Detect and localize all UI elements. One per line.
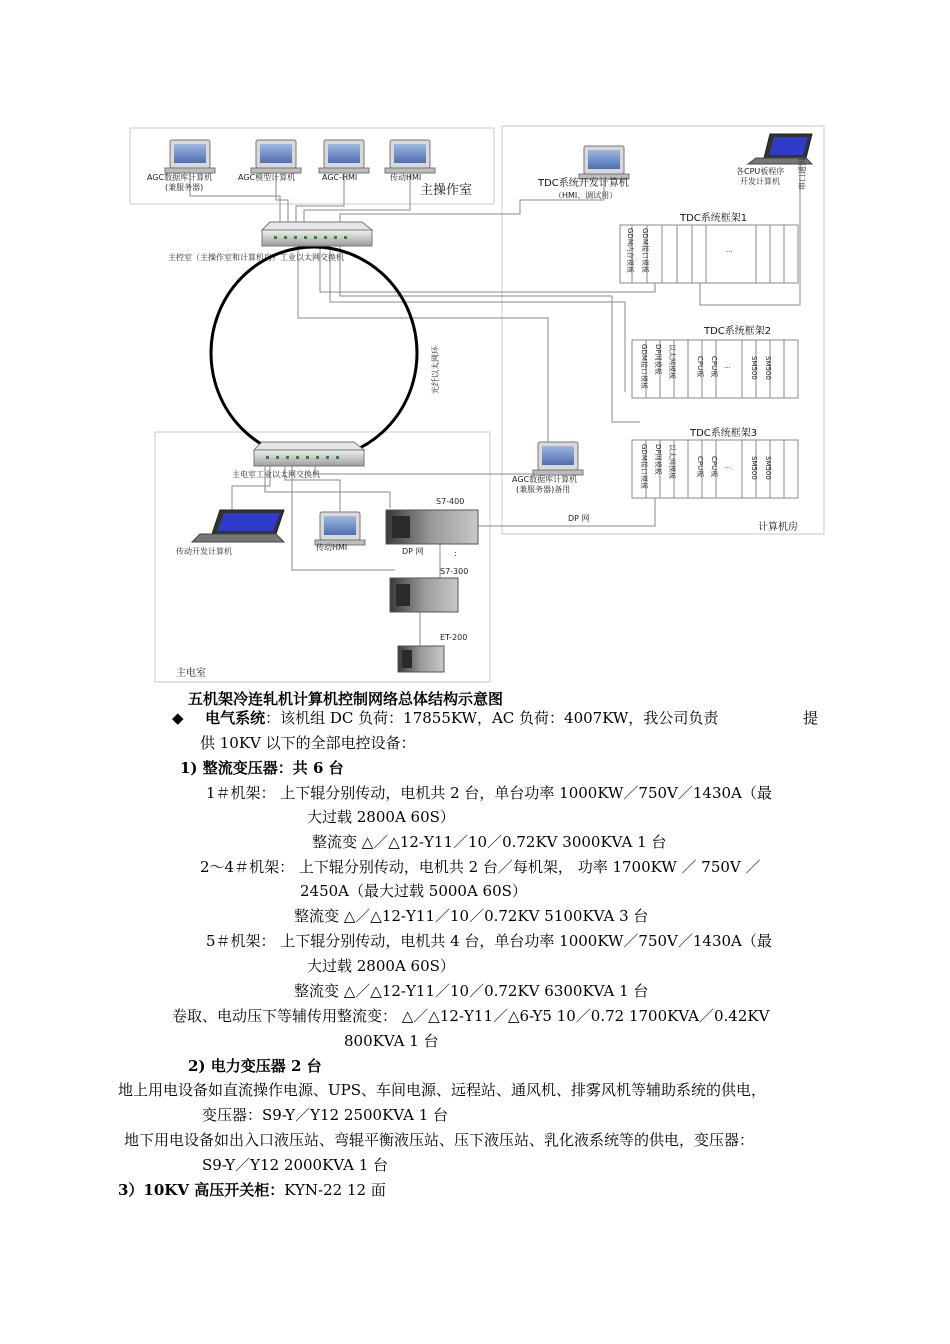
label-main-electric-room: 主电室	[176, 668, 206, 679]
section-3-title: 3）10KV 高压开关柜：	[118, 1181, 285, 1199]
board-cpu1-f2: CPU板	[696, 356, 704, 378]
s1-line-4: 2～4＃机架： 上下辊分别传动，电机共 2 台／每机架， 功率 1700KW ／ 750V ／	[200, 858, 761, 876]
board-cpu1-f3: CPU板	[696, 456, 704, 478]
label-tdc-frame-1: TDC系统框架1	[680, 213, 748, 224]
elec-line-2: 供 10KV 以下的全部电控设备：	[200, 734, 416, 752]
s2-line-1: 地上用电设备如直流操作电源、UPS、车间电源、远程站、通风机、排雾风机等辅助系统的供电，	[118, 1081, 767, 1099]
label-s7-400: S7-400	[436, 497, 465, 506]
board-cpu2-f2: CPU板	[710, 356, 718, 378]
plc-et-200	[398, 646, 444, 672]
pc-tdc-dev	[579, 146, 629, 179]
board-gdm-if-f1: GDM接口模板	[641, 228, 649, 273]
plc-s7-300	[390, 578, 458, 612]
label-tdc-frame-2: TDC系统框架2	[704, 326, 772, 337]
label-tdc-dev: TDC系统开发计算机	[538, 178, 629, 189]
label-switch-main-control: 主控室（主操作室和计算机房）工业以太网交换机	[168, 253, 344, 262]
board-sm2-f2: SM500	[764, 356, 772, 380]
label-agc-hmi: AGC-HMI	[322, 173, 358, 182]
pc-agc-model	[251, 140, 301, 173]
board-dp-f3: DP网模板	[654, 444, 662, 475]
frame1-ellipsis: ...	[726, 246, 733, 254]
board-eth-f2: 以太网模板	[668, 344, 676, 379]
diagram-caption: 五机架冷连轧机计算机控制网络总体结构示意图	[188, 690, 504, 708]
label-serial: 串口通讯	[798, 158, 807, 190]
s1-line-1: 1＃机架： 上下辊分别传动，电机共 2 台，单台功率 1000KW／750V／1430A（最	[206, 784, 772, 802]
board-sm1-f2: SM500	[750, 356, 758, 380]
switch-main-electric	[254, 442, 364, 466]
label-cpu-dev-2: 开发计算机	[740, 177, 780, 186]
label-plc-dots: :	[454, 549, 457, 558]
plc-s7-400	[386, 510, 478, 544]
laptop-drive-dev	[192, 510, 284, 542]
label-agc-backup-1: AGC数据库计算机	[512, 475, 578, 484]
elec-line-1	[172, 708, 718, 728]
board-sm2-f3: SM500	[764, 456, 772, 480]
s2-line-2: 变压器：S9-Y／Y12 2500KVA 1 台	[202, 1106, 449, 1124]
section-1-title: 1) 整流变压器：共 6 台	[180, 759, 344, 777]
s1-line-3: 整流变 △／△12-Y11／10／0.72KV 3000KVA 1 台	[312, 833, 667, 851]
pc-drive-hmi-top	[385, 140, 435, 173]
s1-line-7: 5＃机架： 上下辊分别传动，电机共 4 台，单台功率 1000KW／750V／1430A（最	[206, 932, 772, 950]
label-dp-net-left: DP 网	[402, 547, 424, 556]
label-main-op-room: 主操作室	[420, 183, 473, 198]
label-s7-300: S7-300	[440, 567, 469, 576]
section-2-title: 2) 电力变压器 2 台	[188, 1057, 322, 1075]
board-cpu2-f3: CPU板	[710, 456, 718, 478]
s1-line-9: 整流变 △／△12-Y11／10／0.72KV 6300KVA 1 台	[294, 982, 649, 1000]
label-tdc-frame-3: TDC系统框架3	[690, 428, 758, 439]
label-drive-hmi-bottom: 传动HMI	[316, 543, 348, 552]
fiber-ethernet-ring	[211, 247, 417, 459]
s1-line-11: 800KVA 1 台	[344, 1032, 439, 1050]
board-sm1-f3: SM500	[750, 456, 758, 480]
board-gdm-if-f2: GDM接口模板	[640, 344, 648, 389]
board-gdm-if-f3: GDM接口模板	[640, 444, 648, 489]
board-eth-f3: 以太网模板	[668, 444, 676, 479]
label-agc-db-sub: (兼服务器)	[165, 183, 204, 192]
elec-body: ：该机组 DC 负荷：17855KW，AC 负荷：4007KW，我公司负责	[265, 709, 719, 727]
label-agc-model: AGC模型计算机	[238, 173, 296, 182]
label-cpu-dev-1: 各CPU板程序	[736, 167, 785, 176]
label-agc-backup-2: (兼服务器)备用	[516, 485, 571, 494]
switch-main-control	[262, 222, 372, 246]
frame2-ellipsis: ...	[724, 362, 731, 370]
s2-line-3: 地下用电设备如出入口液压站、弯辊平衡液压站、压下液压站、乳化液系统等的供电，变压器：	[124, 1131, 755, 1149]
s1-line-8: 大过载 2800A 60S）	[307, 957, 455, 975]
label-drive-dev: 传动开发计算机	[176, 547, 232, 556]
label-et-200: ET-200	[440, 633, 468, 642]
frame3-ellipsis: ...	[724, 462, 731, 470]
label-ring: 光纤以太网环	[431, 346, 440, 394]
pc-agc-backup	[533, 442, 583, 475]
label-drive-hmi-top: 传动HMI	[390, 173, 422, 182]
section-3-body: KYN-22 12 面	[284, 1181, 386, 1199]
label-agc-db: AGC数据库计算机	[147, 173, 213, 182]
label-tdc-dev-sub: （HMI、调试用）	[554, 191, 618, 200]
section-3	[118, 1180, 386, 1200]
elec-tail: 提	[803, 709, 819, 727]
board-dp-f2: DP网模板	[654, 344, 662, 375]
s1-line-6: 整流变 △／△12-Y11／10／0.72KV 5100KVA 3 台	[294, 907, 649, 925]
pc-agc-hmi	[319, 140, 369, 173]
s1-line-10: 卷取、电动压下等辅传用整流变： △／△12-Y11／△6-Y5 10／0.72 1700KVA／0.42KV	[172, 1007, 770, 1025]
s1-line-5: 2450A（最大过载 5000A 60S）	[300, 882, 527, 900]
pc-agc-db	[165, 140, 215, 173]
bullet: ◆	[172, 709, 184, 727]
s2-line-4: S9-Y／Y12 2000KVA 1 台	[202, 1156, 389, 1174]
label-switch-main-electric: 主电室工业以太网交换机	[232, 470, 320, 479]
label-computer-room: 计算机房	[758, 522, 798, 533]
s1-line-2: 大过载 2800A 60S）	[307, 808, 455, 826]
elec-title: 电气系统	[205, 709, 266, 727]
label-dp-net-right: DP 网	[568, 514, 590, 523]
pc-drive-hmi-bottom	[315, 512, 365, 545]
board-gdm-mem-f1: GDM内存模板	[626, 228, 634, 273]
